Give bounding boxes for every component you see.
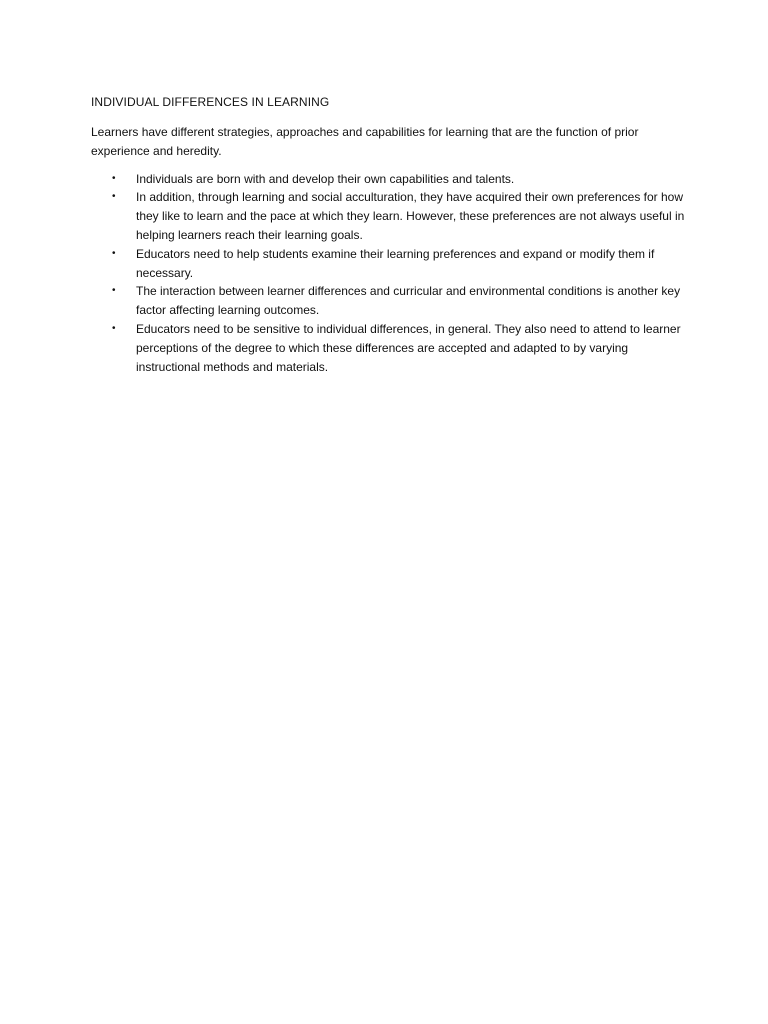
- list-item-text: In addition, through learning and social acculturation, they have acquired their own preferences for how they like to learn and the pace at which they learn. However, these preferences are not always useful in helping learners reach their learning goals.: [136, 190, 685, 242]
- list-item-text: Individuals are born with and develop their own capabilities and talents.: [136, 171, 515, 186]
- list-item-text: Educators need to be sensitive to individual differences, in general. They also need to attend to learner perceptions of the degree to which these differences are accepted and adapted to by varying instructional methods and materials.: [136, 321, 681, 374]
- list-item: [91, 245, 691, 283]
- list-item-text: Educators need to help students examine their learning preferences and expand or modify them if necessary.: [136, 246, 655, 280]
- document-body: [91, 93, 691, 376]
- list-item: [91, 188, 691, 244]
- list-item: [91, 282, 691, 320]
- bullet-icon: •: [112, 172, 116, 184]
- list-item: [91, 320, 691, 376]
- list-item: [91, 170, 691, 189]
- list-item-text: The interaction between learner differences and curricular and environmental conditions is another key factor affecting learning outcomes.: [136, 284, 681, 318]
- bullet-list: [91, 170, 691, 377]
- bullet-icon: •: [112, 322, 116, 334]
- document-title: INDIVIDUAL DIFFERENCES IN LEARNING: [91, 95, 330, 109]
- intro-paragraph: Learners have different strategies, approaches and capabilities for learning that are the function of prior experience and heredity.: [91, 125, 639, 158]
- bullet-icon: •: [112, 285, 116, 297]
- bullet-icon: •: [112, 191, 116, 203]
- bullet-icon: •: [112, 247, 116, 259]
